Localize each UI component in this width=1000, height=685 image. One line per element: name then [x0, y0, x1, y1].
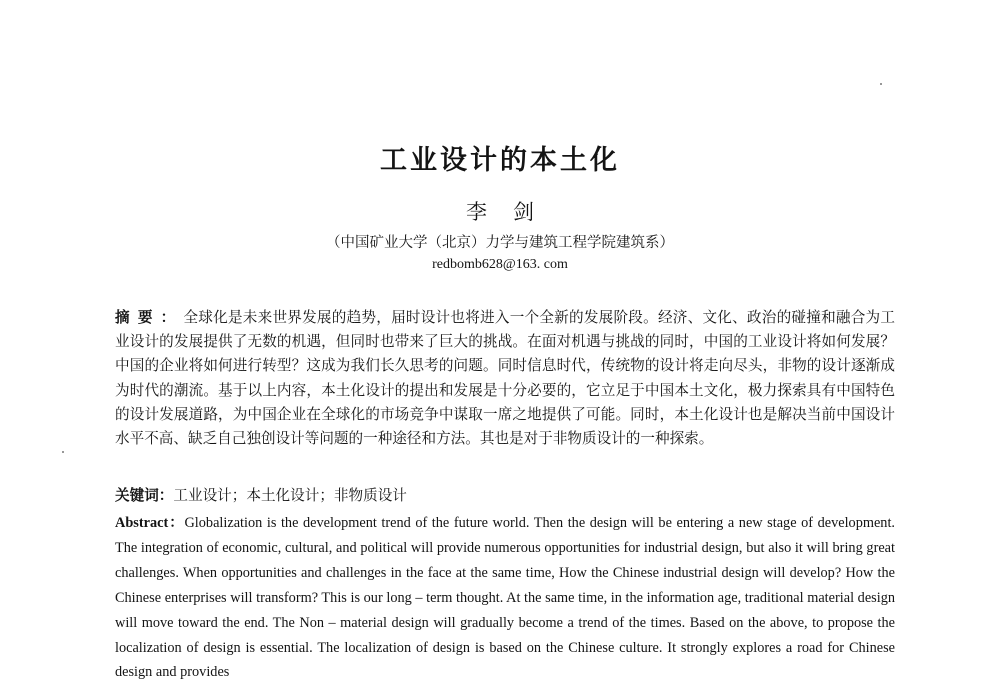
- keywords-text: 工业设计；本土化设计；非物质设计: [173, 487, 407, 504]
- abstract-en-label: Abstract：: [115, 515, 185, 531]
- paper-title: 工业设计的本土化: [380, 145, 620, 176]
- abstract-chinese: [115, 306, 895, 451]
- abstract-en-text: Globalization is the development trend of the future world. Then the design will be entering a new stage of development. The integration of economic, cultural, and political will provide numerous opportunities for industrial design, but also it will bring great challenges. When opportunities and challenges in the face at the same time, How the Chinese industrial design will develop? How the Chinese enterprises will transform? This is our long – term thought. At the same time, in the information age, traditional material design will move toward the end. The Non – material design will gradually become a trend of the times. Based on the above, to propose the localization of design is essential. The localization of design is based on the Chinese culture. It strongly explores a road for Chinese design and provides: [115, 515, 896, 681]
- author-email: redbomb628@163. com: [432, 257, 568, 272]
- scan-speck: [880, 83, 882, 85]
- abstract-cn-text: 全球化是未来世界发展的趋势，届时设计也将进入一个全新的发展阶段。经济、文化、政治的碰撞和融合为工业设计的发展提供了无数的机遇，但同时也带来了巨大的挑战。在面对机遇与挑战的同时，中国的工业设计将如何发展？中国的企业将如何进行转型？这成为我们长久思考的问题。同时信息时代，传统物的设计将走向尽头，非物的设计逐渐成为时代的潮流。基于以上内容，本土化设计的提出和发展是十分必要的，它立足于中国本土文化，极力探索具有中国特色的设计发展道路，为中国企业在全球化的市场竞争中谋取一席之地提供了可能。同时，本土化设计也是解决当前中国设计水平不高、缺乏自己独创设计等问题的一种途径和方法。其也是对于非物质设计的一种探索。: [115, 309, 895, 448]
- author-name: 李剑: [466, 200, 560, 224]
- abstract-english: [115, 511, 895, 685]
- keywords-label: 关键词：: [115, 487, 174, 504]
- author-affiliation: （中国矿业大学（北京）力学与建筑工程学院建筑系）: [326, 235, 674, 251]
- abstract-cn-label: 摘要：: [115, 309, 184, 326]
- keywords: [115, 486, 895, 506]
- scan-speck: [62, 451, 64, 453]
